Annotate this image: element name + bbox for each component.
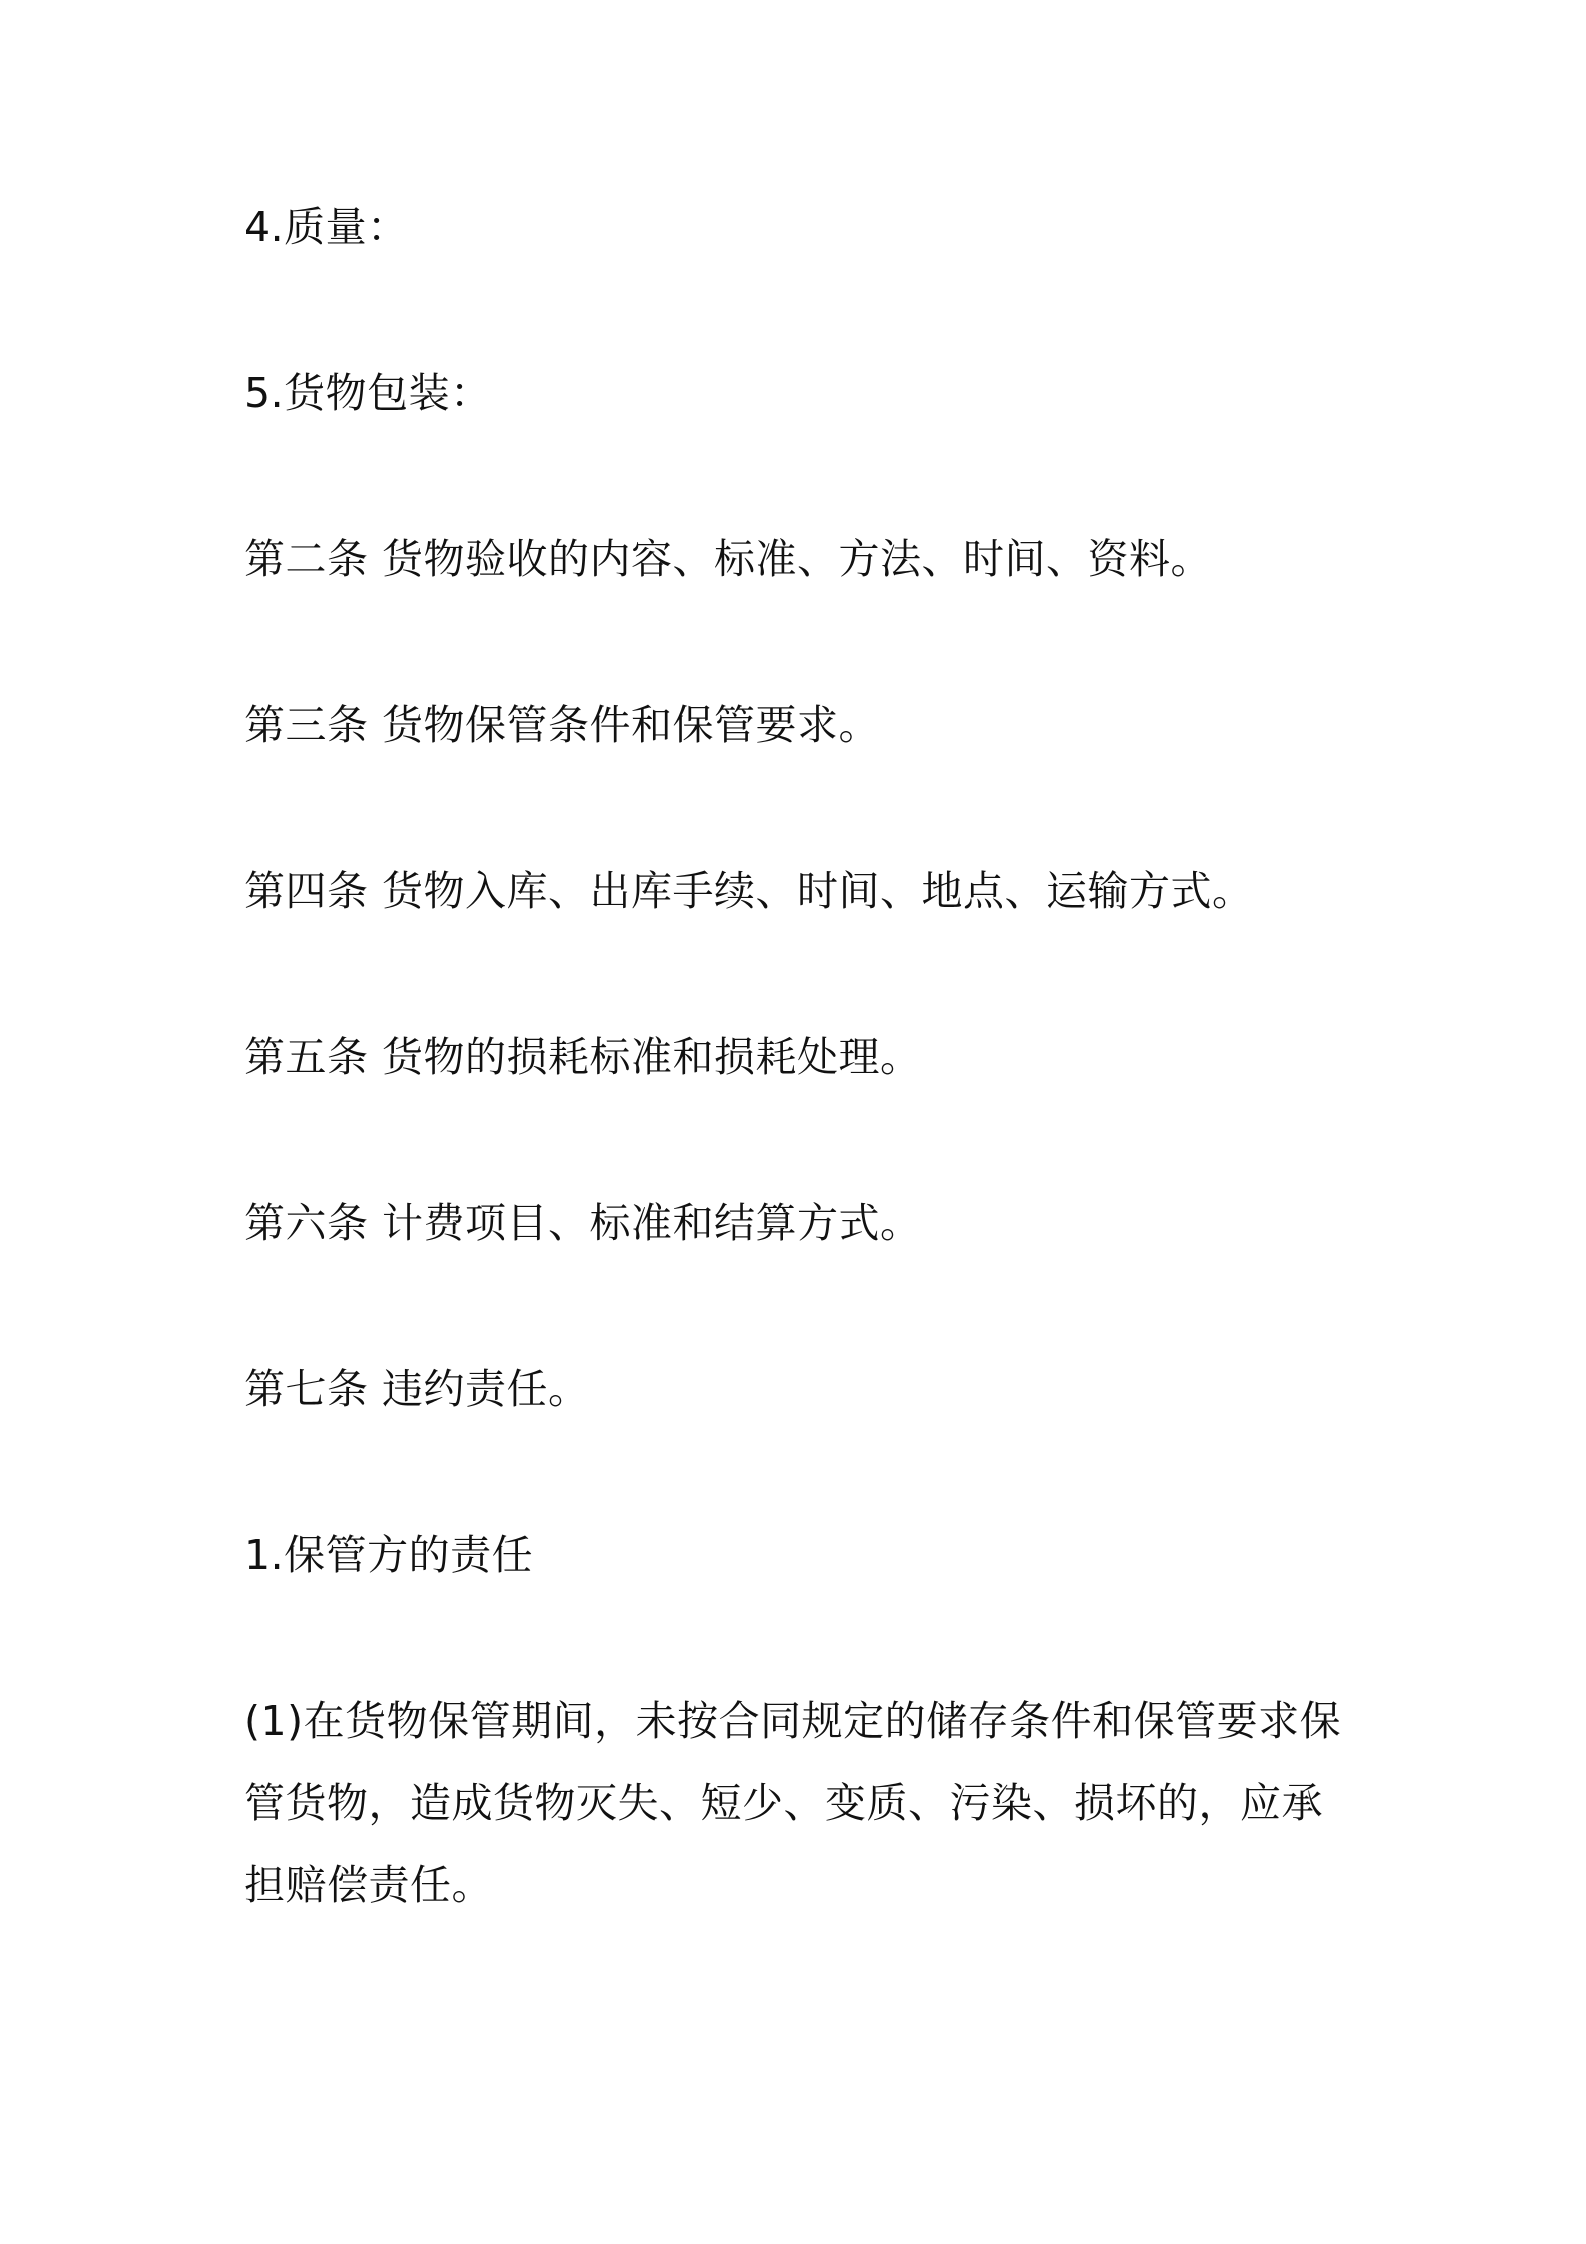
paragraph-line-1: (1)在货物保管期间，未按合同规定的储存条件和保管要求保 [244, 1697, 1342, 1745]
article-7: 第七条 违约责任。 [244, 1365, 590, 1413]
article-4: 第四条 货物入库、出库手续、时间、地点、运输方式。 [244, 867, 1254, 915]
item-packaging: 5.货物包装： [244, 369, 492, 417]
item-quality: 4.质量： [244, 203, 409, 251]
article-5: 第五条 货物的损耗标准和损耗处理。 [244, 1033, 922, 1081]
custodian-responsibility-paragraph [244, 1680, 1364, 1926]
article-6: 第六条 计费项目、标准和结算方式。 [244, 1199, 922, 1247]
article-2: 第二条 货物验收的内容、标准、方法、时间、资料。 [244, 535, 1213, 583]
paragraph-line-2: 管货物，造成货物灭失、短少、变质、污染、损坏的，应承 [244, 1779, 1323, 1827]
paragraph-line-3: 担赔偿责任。 [244, 1861, 493, 1909]
article-3: 第三条 货物保管条件和保管要求。 [244, 701, 881, 749]
custodian-responsibility-heading: 1.保管方的责任 [244, 1531, 534, 1579]
